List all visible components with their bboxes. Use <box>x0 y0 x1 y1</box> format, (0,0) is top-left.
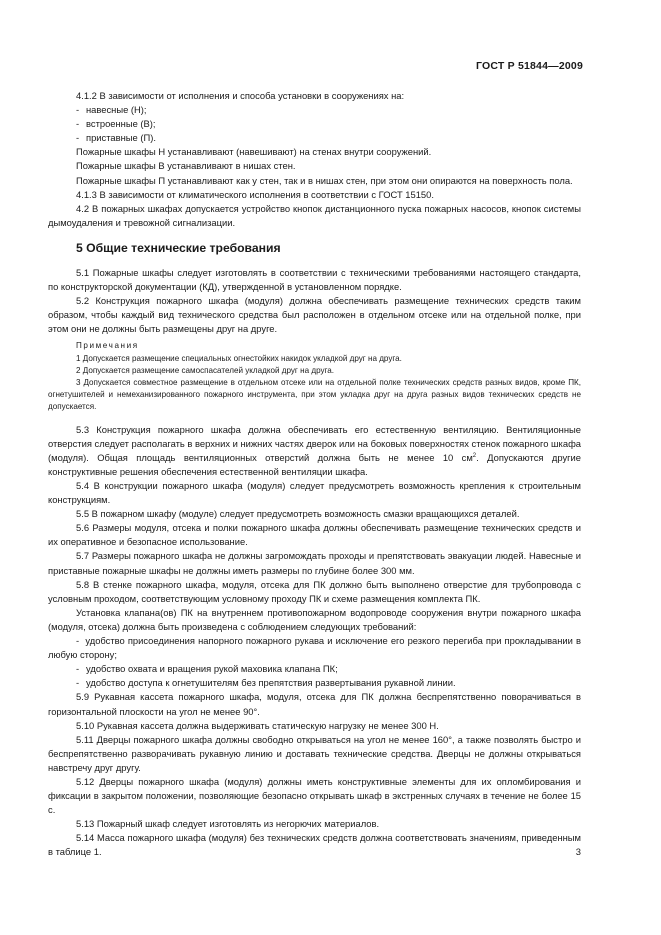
clause-5-10: 5.10 Рукавная кассета должна выдерживать статическую нагрузку не менее 300 Н. <box>76 719 439 731</box>
paragraph: Пожарные шкафы П устанавливают как у стен, так и в нишах стен, при этом они опираются на поверхность пола. <box>76 174 573 186</box>
clause-5-2: 5.2 Конструкция пожарного шкафа (модуля) должна обеспечивать размещение технических средств таким образом, чтобы каждый вид технического средства был расположен в отдельном отсеке или на отдельной полке, при этом они не должны быть размещены друг на друге. <box>48 295 581 335</box>
paragraph: Пожарные шкафы В устанавливают в нишах стен. <box>76 160 296 172</box>
clause-4-1-3: 4.1.3 В зависимости от климатического исполнения в соответствии с ГОСТ 15150. <box>76 188 434 200</box>
list-item: - удобство доступа к огнетушителям без препятствия развертывания рукавной линии. <box>76 677 456 689</box>
clause-5-6: 5.6 Размеры модуля, отсека и полки пожарного шкафа должны обеспечивать размещение технических средств и их оперативное и безопасное использование. <box>48 522 581 548</box>
list-item: - удобство присоединения напорного пожарного рукава и исключение его резкого перегиба при прокладывании в любую сторону; <box>48 635 581 661</box>
section-heading: 5 Общие технические требования <box>76 240 281 255</box>
clause-5-5: 5.5 В пожарном шкафу (модуле) следует предусмотреть возможность смазки вращающихся деталей. <box>76 508 520 520</box>
list-item: - удобство охвата и вращения рукой маховика клапана ПК; <box>76 663 338 675</box>
note-item: 3 Допускается совместное размещение в отдельном отсеке или на отдельной полке технических средств разных видов, кроме ПК, огнетушителей и немеханизированного пожарного инструмента, при этом укладка друг на друга разных видов технических средств не допускается. <box>48 378 581 412</box>
note-item: 2 Допускается размещение самоспасателей укладкой друг на друга. <box>76 365 335 375</box>
notes-block <box>48 340 581 413</box>
clause-5-12: 5.12 Дверцы пожарного шкафа (модуля) должны иметь конструктивные элементы для их опломбирования и фиксации в закрытом положении, позволяющие безопасно открывать шкаф в экстренных случаях в течение не более 15 с. <box>48 775 581 816</box>
paragraph: Установка клапана(ов) ПК на внутреннем противопожарном водопроводе сооружения внутри пожарного шкафа (модуля, отсека) должна быть произведена с соблюдением следующих требований: <box>48 606 581 632</box>
clause-4-1-2: 4.1.2 В зависимости от исполнения и способа установки в сооружениях на: <box>76 90 405 101</box>
paragraph: Пожарные шкафы Н устанавливают (навешивают) на стенах внутри сооружений. <box>76 146 432 158</box>
clause-5-4: 5.4 В конструкции пожарного шкафа (модуля) следует предусмотреть возможность крепления к строительным конструкциям. <box>48 480 581 506</box>
note-item: 1 Допускается размещение специальных огнестойких накидок укладкой друг на друга. <box>76 353 402 363</box>
document-code: ГОСТ Р 51844—2009 <box>475 60 583 72</box>
clause-5-8: 5.8 В стенке пожарного шкафа, модуля, отсека для ПК должно быть выполнено отверстие для трубопровода с условным проходом, соответствующим условному проходу ПК и схеме размещения комплекта ПК. <box>48 578 581 604</box>
list-item: - навесные (Н); <box>76 104 147 116</box>
clause-5-7: 5.7 Размеры пожарного шкафа не должны загромождать проходы и препятствовать эвакуации людей. Навесные и приставные пожарные шкафы не должны иметь размеры по глубине более 300 мм. <box>48 550 581 576</box>
clause-5-14: 5.14 Масса пожарного шкафа (модуля) без технических средств должна соответствовать значениям, приведенным в таблице 1. <box>48 832 581 858</box>
clause-5-9: 5.9 Рукавная кассета пожарного шкафа, модуля, отсека для ПК должна беспрепятственно поворачиваться в горизонтальной плоскости на угол не менее 90°. <box>48 691 581 717</box>
clause-5-13: 5.13 Пожарный шкаф следует изготовлять из негорючих материалов. <box>76 818 380 830</box>
clause-5-1: 5.1 Пожарные шкафы следует изготовлять в соответствии с техническими требованиями настоящего стандарта, по конструкторской документации (КД), утвержденной в установленном порядке. <box>48 266 581 293</box>
clause-5-11: 5.11 Дверцы пожарного шкафа должны свободно открываться на угол не менее 160°, а также позволять быстро и беспрепятственно разворачивать рукавную линию и доставать технические средства. Дверцы не должны открываться навстречу друг другу. <box>48 733 581 773</box>
list-item: - приставные (П). <box>76 132 156 144</box>
clause-5-3: 5.3 Конструкция пожарного шкафа должна обеспечивать его естественную вентиляцию. Вентиляционные отверстия следует располагать в верхних и нижних частях дверок или на боковых поверхностях стенок пожарного шкафа (модуля). Общая площадь вентиляционных отверстий должна быть не менее 10 $см^2$. Допускаются другие конструктивные решения обеспечения естественной вентиляции шкафа. <box>48 423 582 477</box>
clause-4-2: 4.2 В пожарных шкафах допускается устройство кнопок дистанционного пуска пожарных насосов, кнопок системы дымоудаления и тревожной сигнализации. <box>48 202 581 228</box>
page-number: 3 <box>575 846 581 857</box>
page-body <box>48 89 581 860</box>
notes-title: Примечания <box>76 341 139 351</box>
list-item: - встроенные (В); <box>76 118 156 130</box>
